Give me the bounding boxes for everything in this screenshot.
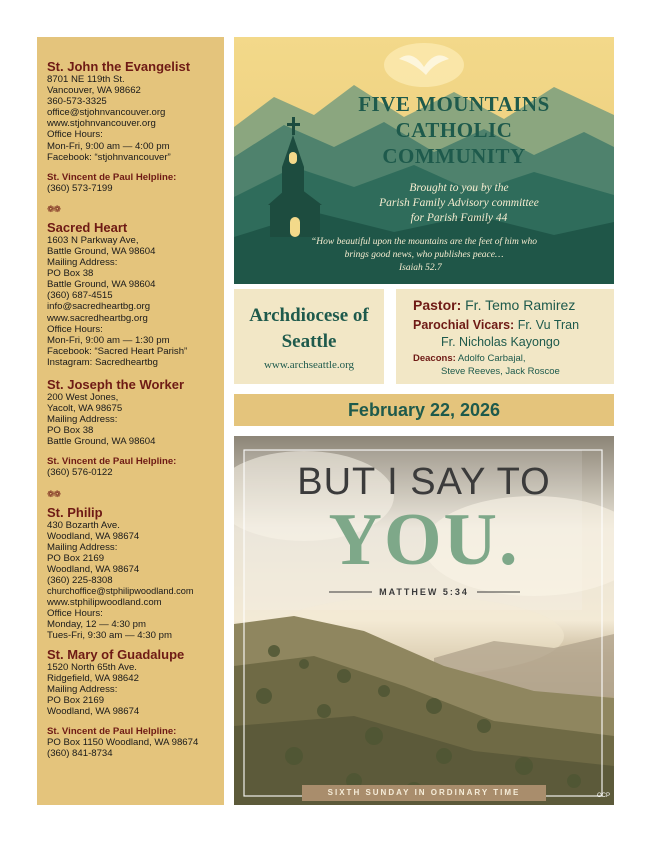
deacons-row bbox=[413, 353, 526, 364]
parish-line: 8701 NE 119th St. bbox=[47, 74, 125, 85]
poster-headline: BUT I SAY TO bbox=[297, 461, 551, 503]
parish-line: Mon-Fri, 9:00 am — 4:00 pm bbox=[47, 140, 170, 152]
deacon-names: Steve Reeves, Jack Roscoe bbox=[441, 366, 560, 377]
parish-line: 200 West Jones, bbox=[47, 391, 119, 403]
parish-line: Office Hours: bbox=[47, 129, 103, 141]
poster-scripture-ref: MATTHEW 5:34 bbox=[379, 587, 469, 597]
parish-name: St. Mary of Guadalupe bbox=[47, 646, 185, 662]
section-divider: ❁❁ bbox=[47, 203, 61, 214]
svdp-line: (360) 841-8734 bbox=[47, 748, 113, 760]
banner-quote-line: “How beautiful upon the mountains are the feet of him who bbox=[310, 237, 538, 247]
parish-line: www.stjohnvancouver.org bbox=[47, 118, 156, 130]
parish-line: Yacolt, WA 98675 bbox=[47, 403, 123, 415]
parish-line: Instagram: Sacredheartbg bbox=[47, 356, 158, 368]
vicar-name: Fr. Nicholas Kayongo bbox=[441, 335, 560, 349]
archdiocese-name-line: Seattle bbox=[281, 331, 337, 352]
parish-line: (360) 225-8308 bbox=[47, 575, 113, 586]
poster-emphasis: YOU. bbox=[328, 499, 520, 581]
parish-line: www.sacredheartbg.org bbox=[47, 312, 148, 324]
svdp-line: PO Box 1150 Woodland, WA 98674 bbox=[47, 737, 199, 749]
banner-title-line: CATHOLIC bbox=[395, 118, 513, 142]
archdiocese-box bbox=[234, 289, 384, 384]
parish-line: info@sacredheartbg.org bbox=[47, 301, 151, 313]
parish-line: Mailing Address: bbox=[47, 414, 118, 426]
parish-line: Vancouver, WA 98662 bbox=[47, 85, 141, 97]
poster-footer: SIXTH SUNDAY IN ORDINARY TIME bbox=[302, 785, 546, 801]
parish-line: Facebook: “Sacred Heart Parish” bbox=[47, 345, 188, 357]
banner-quote-line: brings good news, who publishes peace… bbox=[344, 250, 504, 260]
vicar-name: Fr. Vu Tran bbox=[517, 318, 580, 332]
parish-line: 1603 N Parkway Ave, bbox=[47, 234, 139, 246]
parish-name: St. John the Evangelist bbox=[47, 59, 191, 74]
pastor-label: Pastor: bbox=[413, 297, 462, 313]
parish-name: Sacred Heart bbox=[47, 219, 128, 235]
deacon-names: Adolfo Carbajal, bbox=[457, 353, 526, 364]
parish-line: Ridgefield, WA 98642 bbox=[47, 672, 139, 684]
parish-line: Monday, 12 — 4:30 pm bbox=[47, 619, 147, 631]
parish-name: St. Philip bbox=[47, 504, 103, 520]
parish-line: PO Box 38 bbox=[47, 425, 94, 437]
parish-line: office@stjohnvancouver.org bbox=[47, 107, 166, 119]
parish-line: Mailing Address: bbox=[47, 683, 118, 695]
scripture-poster bbox=[234, 436, 614, 805]
parish-line: 1520 North 65th Ave. bbox=[47, 661, 137, 673]
banner-title-line: FIVE MOUNTAINS bbox=[358, 92, 550, 116]
parish-line: PO Box 38 bbox=[47, 268, 94, 280]
svdp-line: (360) 573-7199 bbox=[47, 182, 113, 194]
deacons-label: Deacons: bbox=[413, 353, 456, 364]
clergy-box bbox=[396, 289, 614, 384]
parish-line: churchoffice@stphilipwoodland.com bbox=[47, 586, 194, 597]
parish-line: PO Box 2169 bbox=[47, 694, 105, 706]
parish-line: 430 Bozarth Ave. bbox=[47, 519, 120, 531]
parish-line: Facebook: “stjohnvancouver” bbox=[47, 151, 171, 163]
banner-subtitle-line: Parish Family Advisory committee bbox=[379, 197, 539, 209]
svdp-line: (360) 576-0122 bbox=[47, 467, 113, 479]
parish-line: Mailing Address: bbox=[47, 541, 118, 553]
bulletin-date: February 22, 2026 bbox=[234, 394, 614, 426]
community-banner bbox=[234, 37, 614, 284]
svdp-label: St. Vincent de Paul Helpline: bbox=[47, 171, 177, 183]
banner-subtitle-line: for Parish Family 44 bbox=[410, 212, 508, 224]
banner-title-line: COMMUNITY bbox=[382, 144, 526, 168]
parish-line: 360-573-3325 bbox=[47, 96, 107, 108]
archdiocese-url[interactable]: www.archseattle.org bbox=[263, 359, 355, 371]
pastor-name: Fr. Temo Ramirez bbox=[465, 297, 576, 313]
parish-line: Woodland, WA 98674 bbox=[47, 563, 140, 575]
banner-quote-ref: Isaiah 52.7 bbox=[399, 263, 442, 273]
svdp-label: St. Vincent de Paul Helpline: bbox=[47, 726, 177, 738]
parish-name: St. Joseph the Worker bbox=[47, 376, 185, 392]
parish-line: Woodland, WA 98674 bbox=[47, 530, 140, 542]
archdiocese-name-line: Archdiocese of bbox=[249, 305, 369, 326]
banner-subtitle-line: Brought to you by the bbox=[409, 182, 509, 194]
parish-line: PO Box 2169 bbox=[47, 552, 105, 564]
parish-line: Tues-Fri, 9:30 am — 4:30 pm bbox=[47, 630, 172, 642]
vicars-label: Parochial Vicars: bbox=[413, 318, 515, 332]
parish-line: Battle Ground, WA 98604 bbox=[47, 436, 156, 448]
parish-line: (360) 687-4515 bbox=[47, 290, 113, 302]
section-divider: ❁❁ bbox=[47, 488, 61, 499]
parish-line: Mailing Address: bbox=[47, 257, 118, 269]
parish-directory bbox=[37, 37, 224, 805]
svdp-label: St. Vincent de Paul Helpline: bbox=[47, 456, 177, 468]
parish-line: www.stphilipwoodland.com bbox=[47, 597, 162, 609]
parish-line: Office Hours: bbox=[47, 608, 103, 620]
pastor-row bbox=[413, 297, 575, 313]
publisher-logo: OCP bbox=[596, 793, 610, 799]
parish-line: Mon-Fri, 9:00 am — 1:30 pm bbox=[47, 334, 170, 346]
vicars-row bbox=[413, 318, 579, 332]
parish-line: Woodland, WA 98674 bbox=[47, 705, 140, 717]
parish-line: Battle Ground, WA 98604 bbox=[47, 279, 156, 291]
parish-line: Office Hours: bbox=[47, 323, 103, 335]
parish-line: Battle Ground, WA 98604 bbox=[47, 245, 156, 257]
